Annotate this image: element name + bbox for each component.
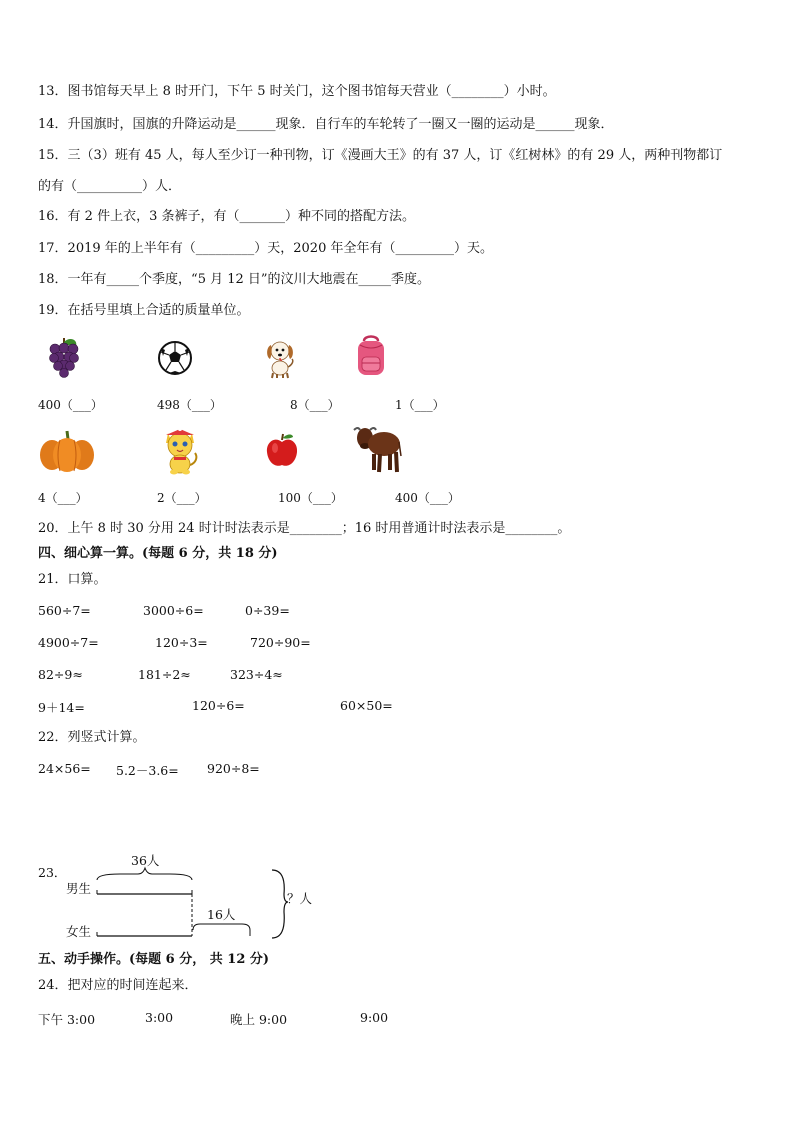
q21-item: 120÷3= <box>155 635 208 650</box>
q21-item: 4900÷7= <box>38 635 99 650</box>
pumpkin-icon <box>38 427 96 473</box>
q19-label-7: 100（___） <box>278 491 343 505</box>
question-16: 16．有 2 件上衣，3 条裤子，有（_______）种不同的搭配方法。 <box>38 209 415 224</box>
q22-item: 920÷8= <box>207 761 260 776</box>
question-21-title: 21．口算。 <box>38 572 107 587</box>
question-18: 18．一年有_____个季度，“5 月 12 日”的汶川大地震在_____季度。 <box>38 272 431 287</box>
question-17: 17．2019 年的上半年有（_________）天，2020 年全年有（_________）天。 <box>38 241 493 256</box>
line-diagram <box>90 864 290 944</box>
q19-label-1: 400（___） <box>38 398 103 412</box>
question-15-line1: 15．三（3）班有 45 人，每人至少订一种刊物，订《漫画大王》的有 37 人，订《红树林》的有 29 人，两种刊物都订 <box>38 148 723 163</box>
q22-item: 5.2－3.6= <box>116 763 179 778</box>
question-22-title: 22．列竖式计算。 <box>38 730 146 745</box>
question-15-line2: 的有（__________）人． <box>38 179 182 194</box>
q19-label-8: 400（___） <box>395 491 460 505</box>
boys-brace <box>97 868 192 880</box>
q21-item: 560÷7= <box>38 603 91 618</box>
q21-item: 82÷9≈ <box>38 667 83 682</box>
puppy-icon <box>262 337 298 379</box>
question-19: 19．在括号里填上合适的质量单位。 <box>38 303 250 318</box>
q19-label-4: 1（___） <box>395 398 445 412</box>
question-23-number: 23． <box>38 865 67 880</box>
q19-label-5: 4（___） <box>38 491 88 505</box>
q21-item: 120÷6= <box>192 698 245 713</box>
boys-count-label: 36人 <box>131 853 160 868</box>
difference-label: 16人 <box>207 907 236 922</box>
total-brace <box>272 870 288 938</box>
q21-item: 3000÷6= <box>143 603 204 618</box>
section-5-heading: 五、动手操作。(每题 6 分， 共 12 分) <box>38 952 270 967</box>
time-label: 晚上 9:00 <box>230 1012 288 1027</box>
question-14: 14．升国旗时，国旗的升降运动是______现象．自行车的车轮转了一圈又一圈的运动是______现象． <box>38 117 614 132</box>
q19-label-3: 8（___） <box>290 398 340 412</box>
question-20: 20．上午 8 时 30 分用 24 时计时法表示是________；16 时用普通计时法表示是________。 <box>38 521 571 536</box>
boys-label: 男生 <box>66 881 92 896</box>
time-label: 9:00 <box>360 1010 389 1025</box>
question-24-title: 24．把对应的时间连起来． <box>38 978 198 993</box>
total-question-label: ？人 <box>287 891 313 906</box>
question-13: 13．图书馆每天早上 8 时开门，下午 5 时关门，这个图书馆每天营业（________）小时。 <box>38 84 556 99</box>
q19-label-6: 2（___） <box>157 491 207 505</box>
grapes-icon <box>46 336 82 380</box>
q21-item: 0÷39= <box>245 603 290 618</box>
time-label: 下午 3:00 <box>38 1012 96 1027</box>
backpack-icon <box>354 333 388 377</box>
section-4-heading: 四、细心算一算。(每题 6 分，共 18 分) <box>38 546 278 561</box>
cow-icon <box>352 422 402 478</box>
apple-icon <box>265 432 299 470</box>
time-label: 3:00 <box>145 1010 174 1025</box>
q21-item: 9＋14= <box>38 700 85 715</box>
q21-item: 60×50= <box>340 698 393 713</box>
q21-item: 181÷2≈ <box>138 667 191 682</box>
girls-label: 女生 <box>66 924 92 939</box>
q21-item: 323÷4≈ <box>230 667 283 682</box>
q22-item: 24×56= <box>38 761 91 776</box>
kitten-icon <box>160 427 200 475</box>
q21-item: 720÷90= <box>250 635 311 650</box>
soccer-ball-icon <box>157 340 193 376</box>
difference-brace <box>193 924 250 930</box>
q19-label-2: 498（___） <box>157 398 222 412</box>
